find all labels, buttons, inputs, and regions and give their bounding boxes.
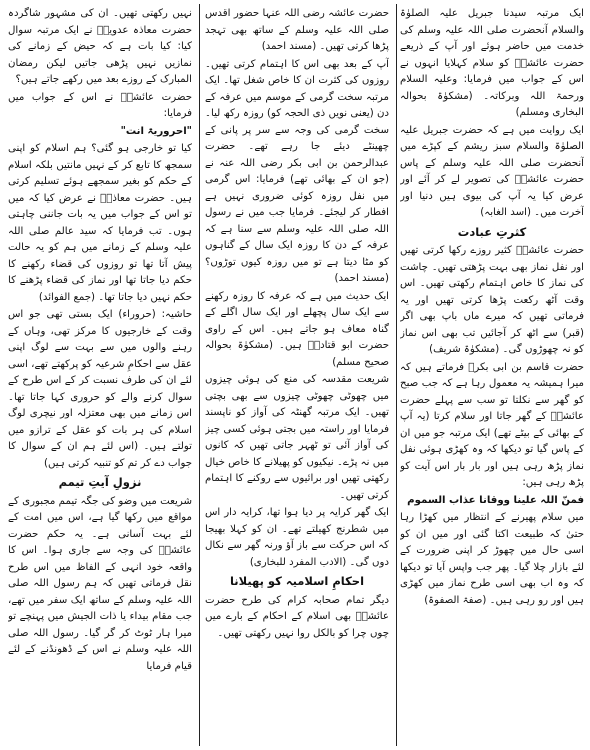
section-heading: نزولِ آیتِ تیمم <box>58 475 142 489</box>
paragraph: ایک گھر کرایہ پر دیا ہوا تھا، کرایہ دار اس میں شطرنج کھیلتے تھے۔ ان کو کہلا بھیجا کہ اس حرکت سے باز آؤ ورنہ گھر سے نکال دوں گی۔ (الادب المفرد للبخاری) <box>205 507 389 568</box>
paragraph: شریعت مقدسہ کی منع کی ہوئی چیزوں میں چھوٹی چھوٹی چیزوں سے بھی بچتی تھیں۔ ایک مرتبہ گھنٹہ کی آواز کو ناپسند فرمایا اور راستہ میں بجتی ہوئی کسی چیز کی آواز آئی تو ٹھہر جاتی تھیں کہ کانوں میں نہ پڑے۔ نیکیوں کو پھیلانے کا خاص خیال رکھتی تھیں اور برائیوں سے روکنے کا اہتمام کرتی تھیں۔ <box>205 374 389 501</box>
quoted-verse: "احروریۃ انت" <box>120 125 192 137</box>
paragraph: ایک حدیث میں ہے کہ عرفہ کا روزہ رکھنے سے ایک سال پچھلے اور ایک سال اگلے کے گناہ معاف ہو جاتے ہیں۔ اس کے راوی حضرت ابو قتادہؓ ہیں۔ (مشکوٰۃ بحوالہ صحیح مسلم) <box>205 290 389 368</box>
paragraph: شریعت میں وضو کی جگہ تیمم مجبوری کے مواقع میں رکھا گیا ہے، اس میں امت کے لئے بہت آسانی ہے۔ یہ حکم حضرت عائشہؓ کی وجہ سے جاری ہوا۔ اس کا واقعہ خود انہی کے الفاظ میں اس طرح نقل فرماتی تھیں کہ ہم رسول اللہ صلی اللہ علیہ وسلم کے ساتھ ایک سفر میں تھے، جب مقام بیداء یا ذات الجیش میں پہنچے تو میرا ہار ٹوٹ کر گر گیا۔ رسول اللہ صلی اللہ علیہ وسلم نے اس کے ڈھونڈنے کے لئے قیام فرمایا <box>8 495 192 672</box>
paragraph: حضرت عائشہؓ نے اس کے جواب میں فرمایا: <box>8 91 192 119</box>
column-middle <box>205 6 389 744</box>
section-heading: احکامِ اسلامیہ کو پھیلانا <box>229 574 365 588</box>
quoted-verse: فمنّ اللہ علینا ووقانا عذاب السموم <box>407 494 584 506</box>
paragraph: دیگر تمام صحابہ کرام کی طرح حضرت عائشہؓ بھی اسلام کے احکام کے بارے میں چوں چرا کو بالکل روا نہیں رکھتی تھیں۔ <box>205 594 389 639</box>
column-right <box>400 6 584 744</box>
paragraph: نہیں رکھتی تھیں۔ ان کی مشہور شاگردہ حضرت معاذہ عدویہؒ نے ایک مرتبہ سوال کیا: کیا بات ہے کہ حیض کے زمانے کی نمازیں نہیں پڑھی جاتیں لیکن رمضان المبارک کے روزے بعد میں رکھے جاتے ہیں؟ <box>8 8 192 85</box>
paragraph: کیا تو خارجی ہو گئی؟ ہم اسلام کو اپنی سمجھ کا تابع کر کے نہیں مانتیں بلکہ اسلام کے حکم کو بغیر سمجھے ہوئے تسلیم کرتی ہیں۔ حضرت معاذہؒ نے عرض کیا کہ میں تو اس کے جواب میں یہ بات جاننی چاہتی ہوں۔ تب فرمایا کہ سید عالم صلی اللہ علیہ وسلم کے زمانے میں ہم کو یہ حالت پیش آتا تھا تو روزوں کی قضاء رکھنے کا حکم دیا جاتا تھا اور نماز کی قضاء پڑھنے کا حکم نہیں دیا جاتا تھا۔ (جمع الفوائد) <box>8 143 192 303</box>
column-divider <box>396 4 397 746</box>
paragraph: ایک روایت میں ہے کہ حضرت جبریل علیہ الصلوٰۃ والسلام سبز ریشم کے کپڑے میں آنحضرت صلی اللہ علیہ وسلم کے پاس حضرت عائشہؓ کی تصویر لے کر آئے اور عرض کیا یہ آپ کی بیوی ہیں دنیا اور آخرت میں۔ (اسد الغابہ) <box>400 124 584 218</box>
column-left <box>8 6 192 744</box>
paragraph: حاشیہ: (حروراء) ایک بستی تھی جو اس وقت کے خارجیوں کا مرکز تھی، وہاں کے رہنے والوں میں سے بہت سے لوگ اپنی عقل سے احکامِ شرعیہ کو پرکھتے تھے، اسی لئے ان کی طرف نسبت کر کے اس طرح کے سوال کرنے والے کو حروری کہا جاتا تھا۔ اس زمانے میں بھی معتزلہ اور نیچری لوگ اسلام کی ہر بات کو عقل کے ترازو میں تولتے ہیں۔ (اس لئے ہم ان کے سوال کا جواب دے کر تم کو تنبیہ کرتی ہیں) <box>8 309 192 469</box>
paragraph: میں سلام پھیرنے کے انتظار میں کھڑا رہا حتیٰ کہ طبیعت اکتا گئی اور میں ان کو اسی حال میں چھوڑ کر اپنی ضرورت کے لئے بازار چلا گیا۔ پھر جب واپس آیا تو دیکھا کہ وہ اب بھی اسی طرح نماز میں کھڑی ہیں اور رو رہی ہیں۔ (صفۃ الصفوۃ) <box>400 512 584 606</box>
column-divider <box>199 4 200 746</box>
section-heading: کثرتِ عبادت <box>457 224 527 239</box>
paragraph: آپ کے بعد بھی اس کا اہتمام کرتی تھیں۔ روزوں کی کثرت ان کا خاص شغل تھا۔ ایک مرتبہ سخت گرمی کے موسم میں عرفہ کے دن (یعنی نویں ذی الحجہ کو) روزہ رکھ لیا۔ سخت گرمی کی وجہ سے سر پر پانی کے چھینٹے دیئے جا رہے تھے۔ حضرت عبدالرحمن بن ابی بکر رضی اللہ عنہ نے (جو ان کے بھائی تھے) فرمایا: اس گرمی میں نفل روزہ کوئی ضروری نہیں ہے افطار کر لیجئے۔ فرمایا جب میں نے رسول اللہ صلی اللہ علیہ وسلم سے سنا ہے کہ عرفہ کے دن کا روزہ ایک سال کے گناہوں کو مٹا دیتا ہے تو میں روزہ کیوں توڑوں؟ (مسند احمد) <box>205 58 389 284</box>
paragraph: ایک مرتبہ سیدنا جبریل علیہ الصلوٰۃ والسلام آنحضرت صلی اللہ علیہ وسلم کی خدمت میں حاضر ہوئے اور آپ کے ذریعے حضرت عائشہؓ کو سلام کہلایا انہوں نے اس کے جواب میں فرمایا: وعلیہ السلام ورحمۃ اللہ وبرکاتہ۔ (مشکوٰۃ بحوالہ البخاری ومسلم) <box>400 8 584 118</box>
paragraph: حضرت عائشہ رضی اللہ عنہا حضور اقدس صلی اللہ علیہ وسلم کے ساتھ بھی تہجد پڑھا کرتی تھیں۔ (مسند احمد) <box>205 8 389 52</box>
paragraph: حضرت قاسم بن ابی بکرؒ فرماتے ہیں کہ میرا ہمیشہ یہ معمول رہا ہے کہ جب صبح کو گھر سے نکلتا تو سب سے پہلے حضرت عائشہؓ کے گھر جاتا اور سلام کرتا (یہ آپ کے بھائی کے بیٹے تھے) ایک مرتبہ جو میں ان کے پاس گیا تو دیکھا کہ وہ کھڑی ہوئی نفل نماز پڑھ رہی ہیں اور بار بار اس آیت کو پڑھ رہی ہیں: <box>400 361 584 488</box>
paragraph: حضرت عائشہؓ کثیر روزے رکھا کرتی تھیں اور نفل نماز بھی بہت پڑھتی تھیں۔ چاشت کی نماز کا خاص اہتمام رکھتی تھیں۔ اس وقت آٹھ رکعت پڑھا کرتی تھیں اور یہ فرماتی تھیں کہ میرے ماں باپ بھی اگر (قبر) سے اٹھ کر آجائیں تب بھی اس نماز کو نہ چھوڑوں گی۔ (مشکوٰۃ شریف) <box>400 245 584 355</box>
